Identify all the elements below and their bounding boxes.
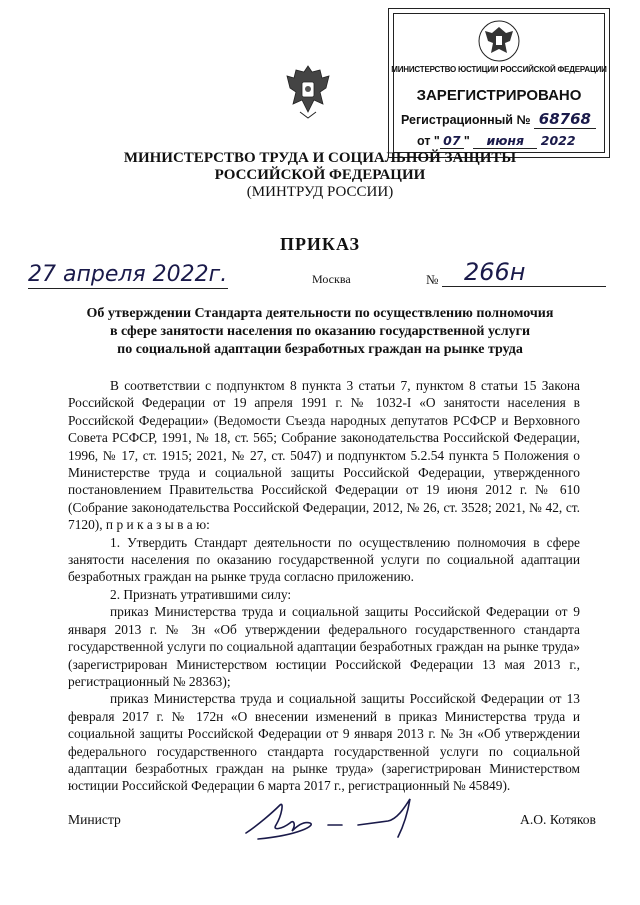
document-type: ПРИКАЗ	[279, 234, 361, 254]
order-city: Москва	[312, 272, 351, 286]
stamp-emblem-icon	[477, 19, 521, 63]
signatory-position: Министр	[68, 812, 121, 827]
header-line3: (МИНТРУД РОССИИ)	[246, 184, 394, 200]
coat-of-arms-icon	[284, 64, 332, 120]
paragraph-item-1: 1. Утвердить Стандарт деятельности по осуществлению полномочия в сфере занятости населения по оказанию государственной услуги по социальной адаптации безработных граждан на рынке труда согласно приложению.	[68, 534, 580, 585]
paragraph-item-2: 2. Признать утратившими силу:	[110, 586, 292, 602]
paragraph-repealed-2: приказ Министерства труда и социальной защиты Российской Федерации от 13 февраля 2017 г. № 172н «О внесении изменений в приказ Министерства труда и социальной защиты Российской Федерации от 9 января 2013 г. № 3н «Об утверждении федерального государственного стандарта государственной услуги по социальной адаптации безработных граждан на рынке труда» (зарегистрирован Министерством юстиции Российской Федерации 6 марта 2017 г., регистрационный № 45849).	[68, 691, 580, 794]
order-number-label: №	[426, 272, 439, 287]
signatory-name: А.О. Котяков	[520, 812, 596, 827]
stamp-status: ЗАРЕГИСТРИРОВАНО	[416, 87, 582, 104]
title-line1: Об утверждении Стандарта деятельности по осуществлению полномочия	[86, 306, 554, 321]
paragraph-preamble: В соответствии с подпунктом 8 пункта 3 статьи 7, пунктом 8 статьи 15 Закона Российской Федерации от 19 апреля 1991 г. № 1032-I «О занятости населения в Российской Федерации» (Ведомости Съезда народных депутатов РСФСР и Верховного Совета РСФСР, 1991, № 18, ст. 565; Собрание законодательства Российской Федерации, 1996, № 17, ст. 1915; 2021, № 27, ст. 5047) и подпунктом 5.2.54 пункта 5 Положения о Министерстве труда и социальной защиты Российской Федерации, утвержденного постановлением Правительства Российской Федерации от 19 июня 2012 г. № 610 (Собрание законодательства Российской Федерации, 2012, № 26, ст. 3528; 2021, № 42, ст. 7120), п р и к а з ы в а ю:	[68, 378, 580, 533]
order-number: 266н	[442, 258, 606, 287]
title-line2: в сфере занятости населения по оказанию государственной услуги	[109, 324, 531, 339]
stamp-date-month: июня	[473, 133, 537, 149]
stamp-date-year: 2022	[540, 133, 576, 148]
order-title	[0, 305, 640, 359]
stamp-date-day: 07	[440, 133, 464, 149]
ministry-header	[0, 150, 640, 201]
date-line	[28, 258, 608, 292]
handwritten-signature	[238, 795, 428, 845]
stamp-ministry: МИНИСТЕРСТВО ЮСТИЦИИ РОССИЙСКОЙ ФЕДЕРАЦИИ	[391, 65, 607, 74]
stamp-reg-label: Регистрационный №	[401, 113, 531, 127]
registration-stamp	[388, 8, 610, 158]
stamp-date-line: от " 07 " июня 2022	[417, 133, 576, 148]
header-line2: РОССИЙСКОЙ ФЕДЕРАЦИИ	[214, 167, 426, 183]
header-line1: МИНИСТЕРСТВО ТРУДА И СОЦИАЛЬНОЙ ЗАЩИТЫ	[123, 150, 517, 166]
stamp-reg-line	[401, 110, 596, 129]
stamp-from-label: от	[417, 134, 431, 148]
stamp-reg-number: 68768	[534, 110, 596, 129]
paragraph-repealed-1: приказ Министерства труда и социальной защиты Российской Федерации от 9 января 2013 г. № 3н «Об утверждении федерального государственного стандарта государственной услуги по социальной адаптации безработных граждан на рынке труда» (зарегистрирован Министерством юстиции Российской Федерации 13 мая 2013 г., регистрационный № 28363);	[68, 604, 580, 689]
order-date: 27 апреля 2022г.	[28, 262, 228, 287]
order-body	[68, 377, 580, 795]
title-line3: по социальной адаптации безработных граждан на рынке труда	[117, 342, 523, 357]
